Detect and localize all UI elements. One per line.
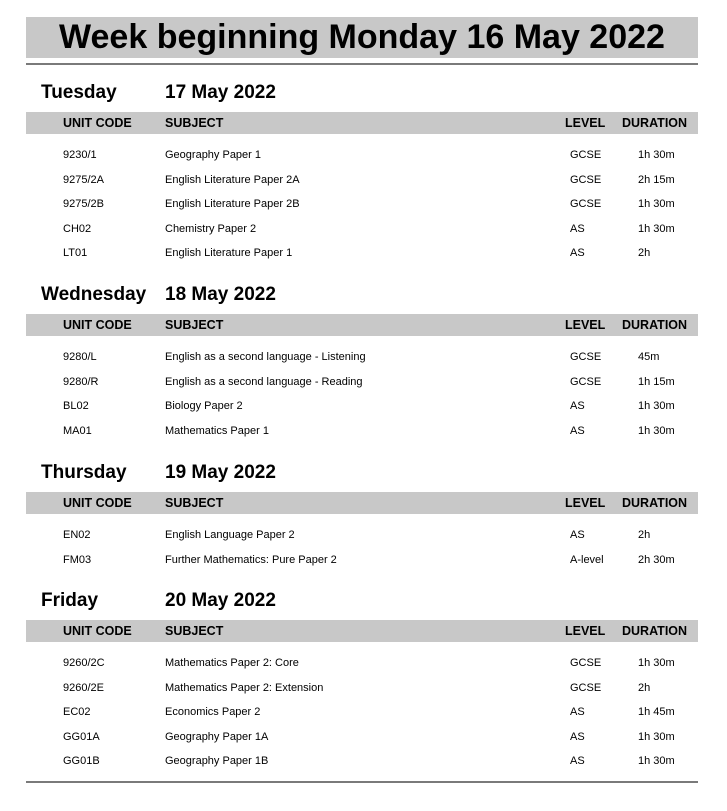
subject: Biology Paper 2 bbox=[165, 400, 243, 413]
duration: 1h 30m bbox=[638, 424, 675, 437]
level: AS bbox=[570, 529, 585, 541]
exam-list bbox=[0, 524, 727, 573]
header-subject: SUBJECT bbox=[165, 496, 224, 510]
day-name: Wednesday bbox=[41, 284, 147, 305]
header-duration: DURATION bbox=[622, 318, 688, 332]
day-section bbox=[0, 80, 727, 260]
day-date: 17 May 2022 bbox=[165, 82, 276, 103]
unit-code: 9275/2B bbox=[63, 198, 104, 211]
table-row bbox=[0, 549, 727, 574]
table-row bbox=[0, 395, 727, 420]
duration: 1h 30m bbox=[638, 657, 675, 669]
duration: 1h 45m bbox=[638, 706, 675, 719]
subject: English Language Paper 2 bbox=[165, 529, 295, 541]
bottom-divider bbox=[26, 781, 698, 783]
day-section bbox=[0, 460, 727, 566]
subject: Further Mathematics: Pure Paper 2 bbox=[165, 553, 337, 566]
exam-list bbox=[0, 346, 727, 444]
unit-code: 9280/R bbox=[63, 375, 99, 388]
level: AS bbox=[570, 222, 585, 235]
duration: 2h bbox=[638, 529, 651, 541]
duration: 45m bbox=[638, 351, 660, 363]
level: AS bbox=[570, 706, 585, 719]
level: AS bbox=[570, 247, 585, 260]
unit-code: FM03 bbox=[63, 553, 92, 566]
day-heading bbox=[0, 80, 727, 110]
header-level: LEVEL bbox=[565, 624, 606, 638]
header-subject: SUBJECT bbox=[165, 116, 224, 130]
duration: 2h bbox=[638, 681, 651, 694]
subject: Economics Paper 2 bbox=[165, 706, 261, 719]
subject: English as a second language - Reading bbox=[165, 375, 363, 388]
day-heading bbox=[0, 588, 727, 618]
duration: 1h 15m bbox=[638, 375, 675, 388]
duration: 2h 15m bbox=[638, 173, 675, 186]
table-row bbox=[0, 242, 727, 267]
table-row bbox=[0, 371, 727, 396]
header-subject: SUBJECT bbox=[165, 624, 224, 638]
level: AS bbox=[570, 730, 585, 743]
day-name: Friday bbox=[41, 590, 99, 611]
unit-code: 9260/2C bbox=[63, 657, 105, 669]
day-date: 20 May 2022 bbox=[165, 590, 276, 611]
table-row bbox=[0, 677, 727, 702]
top-divider bbox=[26, 63, 698, 65]
unit-code: EC02 bbox=[63, 706, 91, 719]
day-section bbox=[0, 282, 727, 437]
subject: English as a second language - Listening bbox=[165, 351, 366, 363]
unit-code: 9275/2A bbox=[63, 173, 104, 186]
level: GCSE bbox=[570, 198, 602, 211]
header-level: LEVEL bbox=[565, 318, 606, 332]
page-title-bar bbox=[26, 17, 698, 58]
subject: Geography Paper 1A bbox=[165, 730, 269, 743]
level: AS bbox=[570, 755, 585, 768]
table-row bbox=[0, 701, 727, 726]
table-row bbox=[0, 193, 727, 218]
duration: 1h 30m bbox=[638, 730, 675, 743]
subject: Mathematics Paper 2: Extension bbox=[165, 681, 324, 694]
unit-code: CH02 bbox=[63, 222, 92, 235]
table-row bbox=[0, 524, 727, 549]
day-date: 18 May 2022 bbox=[165, 284, 276, 305]
page-title: Week beginning Monday 16 May 2022 bbox=[59, 18, 665, 56]
table-header bbox=[26, 492, 698, 514]
table-row bbox=[0, 346, 727, 371]
duration: 2h 30m bbox=[638, 553, 675, 566]
header-duration: DURATION bbox=[622, 116, 688, 130]
subject: English Literature Paper 2A bbox=[165, 173, 300, 186]
table-row bbox=[0, 420, 727, 445]
table-header bbox=[26, 620, 698, 642]
header-level: LEVEL bbox=[565, 496, 606, 510]
table-header bbox=[26, 112, 698, 134]
unit-code: GG01A bbox=[63, 730, 100, 743]
unit-code: EN02 bbox=[63, 529, 91, 541]
unit-code: 9280/L bbox=[63, 351, 97, 363]
table-row bbox=[0, 750, 727, 775]
subject: English Literature Paper 2B bbox=[165, 198, 300, 211]
subject: English Literature Paper 1 bbox=[165, 247, 293, 260]
table-header bbox=[26, 314, 698, 336]
unit-code: 9230/1 bbox=[63, 149, 97, 161]
level: GCSE bbox=[570, 657, 602, 669]
duration: 2h bbox=[638, 247, 651, 260]
subject: Geography Paper 1B bbox=[165, 755, 269, 768]
level: AS bbox=[570, 424, 585, 437]
duration: 1h 30m bbox=[638, 222, 675, 235]
unit-code: MA01 bbox=[63, 424, 92, 437]
header-unit-code: UNIT CODE bbox=[63, 624, 132, 638]
day-section bbox=[0, 588, 727, 768]
exam-list bbox=[0, 652, 727, 775]
header-unit-code: UNIT CODE bbox=[63, 116, 132, 130]
level: AS bbox=[570, 400, 585, 413]
header-unit-code: UNIT CODE bbox=[63, 318, 132, 332]
day-date: 19 May 2022 bbox=[165, 462, 276, 483]
subject: Geography Paper 1 bbox=[165, 149, 262, 161]
header-level: LEVEL bbox=[565, 116, 606, 130]
duration: 1h 30m bbox=[638, 755, 675, 768]
day-heading bbox=[0, 282, 727, 312]
table-row bbox=[0, 726, 727, 751]
unit-code: GG01B bbox=[63, 755, 100, 768]
table-row bbox=[0, 652, 727, 677]
level: A-level bbox=[570, 553, 604, 566]
exam-list bbox=[0, 144, 727, 267]
table-row bbox=[0, 169, 727, 194]
table-row bbox=[0, 144, 727, 169]
header-unit-code: UNIT CODE bbox=[63, 496, 132, 510]
level: GCSE bbox=[570, 351, 602, 363]
subject: Chemistry Paper 2 bbox=[165, 222, 257, 235]
header-subject: SUBJECT bbox=[165, 318, 224, 332]
day-name: Thursday bbox=[41, 462, 127, 483]
level: GCSE bbox=[570, 681, 602, 694]
table-row bbox=[0, 218, 727, 243]
subject: Mathematics Paper 1 bbox=[165, 424, 269, 437]
subject: Mathematics Paper 2: Core bbox=[165, 657, 299, 669]
header-duration: DURATION bbox=[622, 624, 688, 638]
level: GCSE bbox=[570, 149, 602, 161]
unit-code: 9260/2E bbox=[63, 681, 104, 694]
header-duration: DURATION bbox=[622, 496, 688, 510]
unit-code: LT01 bbox=[63, 247, 88, 260]
level: GCSE bbox=[570, 375, 602, 388]
duration: 1h 30m bbox=[638, 400, 675, 413]
day-name: Tuesday bbox=[41, 82, 117, 103]
unit-code: BL02 bbox=[63, 400, 89, 413]
duration: 1h 30m bbox=[638, 198, 675, 211]
duration: 1h 30m bbox=[638, 149, 675, 161]
level: GCSE bbox=[570, 173, 602, 186]
day-heading bbox=[0, 460, 727, 490]
